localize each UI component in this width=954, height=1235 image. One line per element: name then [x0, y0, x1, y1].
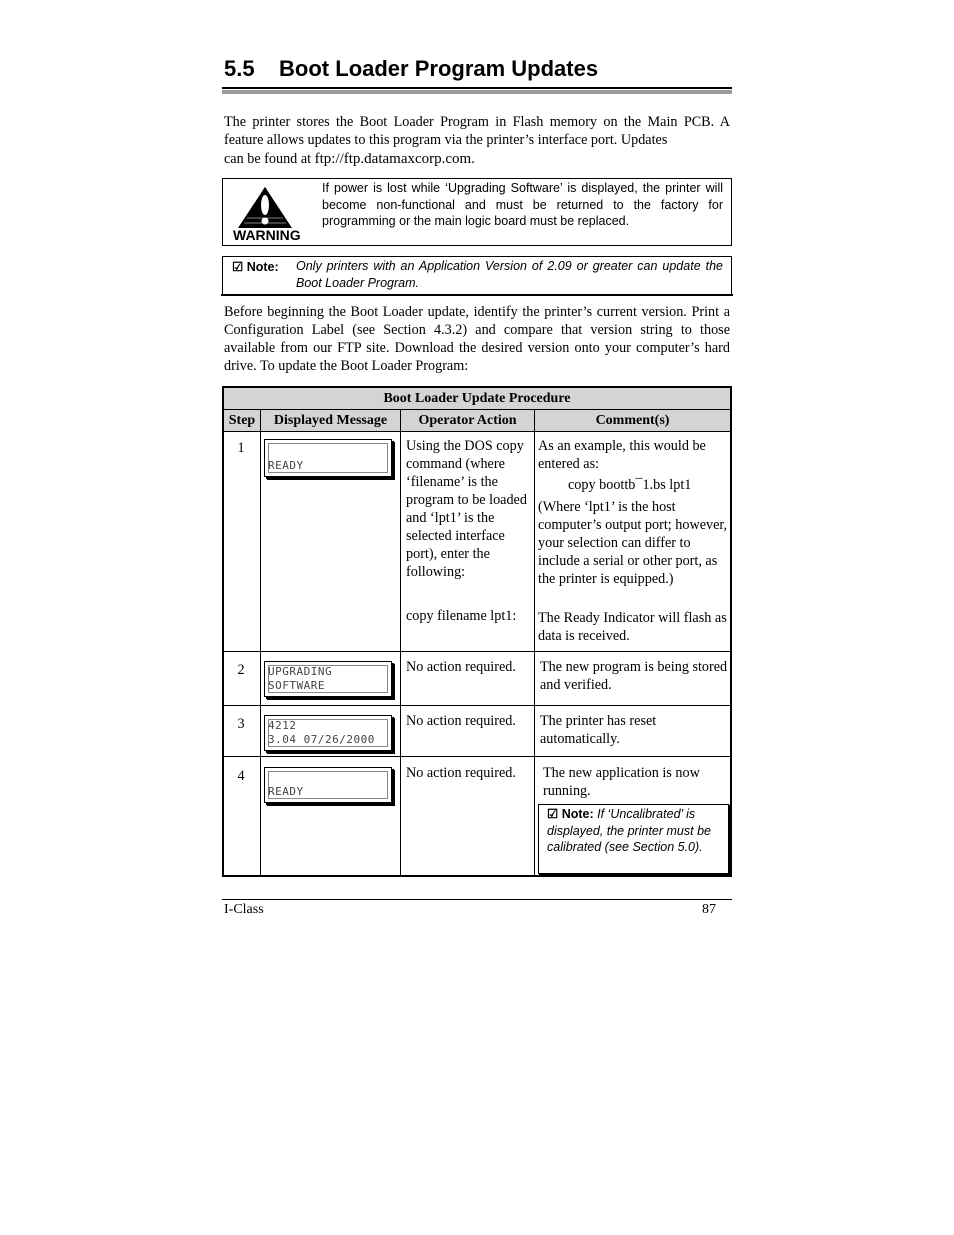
row-divider — [224, 705, 730, 706]
warning-box — [222, 178, 732, 246]
lcd-line: UPGRADING — [268, 665, 333, 678]
lcd-line: 3.04 07/26/2000 — [268, 733, 375, 746]
intro-paragraph: The printer stores the Boot Loader Program in Flash memory on the Main PCB. A feature allows updates to this program via the printer’s interface port. Updates — [224, 114, 730, 148]
intro-prefix: can be found at — [224, 151, 315, 167]
lcd-line: 4212 — [268, 719, 297, 732]
step-number: 3 — [237, 716, 245, 732]
lcd-line: READY — [268, 785, 304, 798]
comment: (Where ‘lpt1’ is the host computer’s output port; however, your selection can differ to include a serial or other port, as the printer is equipped.) — [538, 499, 728, 587]
comment: As an example, this would be entered as: — [538, 438, 706, 472]
operator-action-command: copy filename lpt1: — [406, 608, 517, 624]
lcd-line: SOFTWARE — [268, 679, 325, 692]
heading-rule — [222, 87, 732, 89]
comment: The new application is now running. — [543, 765, 700, 799]
table-header-row — [224, 410, 730, 432]
step-number: 1 — [237, 440, 245, 456]
comment: The Ready Indicator will flash as data is received. — [538, 610, 727, 644]
intro-suffix: . — [471, 151, 475, 167]
row-divider — [224, 756, 730, 757]
footer-rule — [222, 899, 732, 900]
section-title: Boot Loader Program Updates — [279, 56, 599, 81]
comment: The new program is being stored and verified. — [540, 659, 728, 693]
calibration-note-box — [538, 804, 729, 874]
lcd-display — [264, 439, 392, 477]
step-number: 4 — [237, 768, 245, 784]
step-number: 2 — [237, 662, 245, 678]
lcd-display — [264, 767, 392, 803]
page-number: 87 — [702, 902, 716, 917]
calibration-note-label: ☑ Note: — [547, 807, 594, 821]
warning-text: If power is lost while ‘Upgrading Software’ is displayed, the printer will become non-functional and must be returned to the factory for programming or the main logic board must be replaced. — [322, 181, 723, 228]
row-divider — [224, 651, 730, 652]
calibration-note — [547, 806, 725, 856]
comment-command: copy boottb¯1.bs lpt1 — [568, 477, 692, 493]
column-divider — [400, 410, 401, 877]
intro-paragraph-line — [224, 150, 730, 168]
note-label — [232, 259, 279, 274]
footer-product: I-Class — [224, 902, 264, 917]
heading-rule-shade — [222, 90, 732, 94]
ftp-link[interactable]: ftp://ftp.datamaxcorp.com — [314, 151, 472, 167]
column-header-displayed-message: Displayed Message — [273, 413, 388, 428]
operator-action: Using the DOS copy command (where ‘filename’ is the program to be loaded and ‘lpt1’ is the selected interface port), enter the following: — [406, 438, 527, 580]
operator-action: No action required. — [406, 659, 516, 675]
column-header-comments: Comment(s) — [595, 413, 670, 428]
lcd-display — [264, 715, 392, 751]
table-title: Boot Loader Update Procedure — [224, 388, 730, 410]
column-header-step: Step — [228, 413, 256, 428]
note-box-shadow — [221, 294, 733, 296]
note-box — [222, 256, 732, 296]
note-text: Only printers with an Application Version of 2.09 or greater can update the Boot Loader Program. — [296, 259, 723, 290]
lcd-display — [264, 661, 392, 697]
warning-label: WARNING — [233, 227, 301, 243]
calibration-note-text: If ‘Uncalibrated’ is displayed, the printer must be calibrated (see Section 5.0). — [547, 807, 711, 854]
checkbox-icon: ☑ — [232, 260, 244, 274]
checkbox-icon: ☑ — [547, 807, 559, 821]
lcd-line: READY — [268, 459, 304, 472]
warning-triangle-icon — [235, 185, 295, 229]
procedure-intro-paragraph: Before beginning the Boot Loader update, identify the printer’s current version. Print a Configuration Label (see Section 4.3.2) and compare that version string to those available from our FTP site. Download the desired version onto your computer’s hard drive. To update the Boot Loader Program: — [224, 304, 730, 374]
column-divider — [260, 410, 261, 877]
comment: The printer has reset automatically. — [540, 713, 657, 747]
operator-action: No action required. — [406, 713, 516, 729]
section-number: 5.5 — [224, 56, 255, 81]
procedure-table — [222, 386, 732, 877]
section-heading — [224, 56, 598, 82]
column-divider — [534, 410, 535, 877]
operator-action: No action required. — [406, 765, 516, 781]
column-header-operator-action: Operator Action — [418, 413, 517, 428]
note-label-text: Note: — [246, 260, 279, 274]
